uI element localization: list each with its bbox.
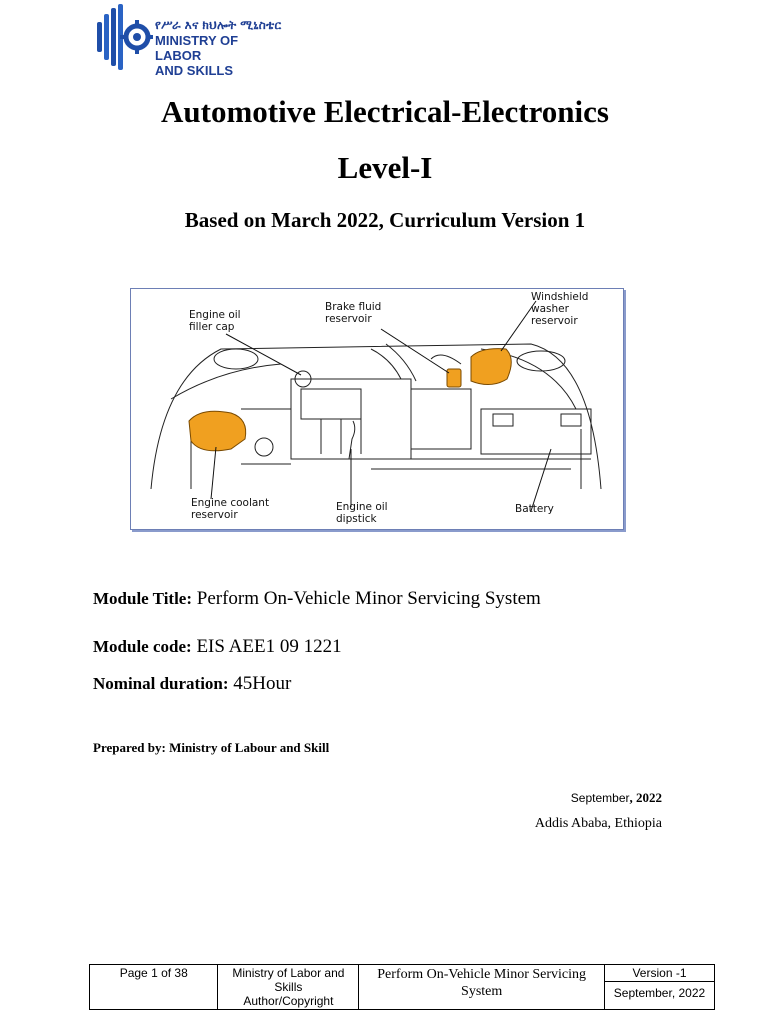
nominal-duration-label: Nominal duration:	[93, 674, 229, 693]
publication-year: , 2022	[629, 790, 662, 805]
nominal-duration-row	[93, 673, 291, 695]
logo-line-1: MINISTRY OF LABOR	[155, 33, 239, 63]
module-title-label: Module Title:	[93, 589, 193, 608]
document-title: Automotive Electrical-Electronics	[161, 94, 609, 129]
prepared-by: Prepared by: Ministry of Labour and Skill	[93, 740, 330, 755]
ministry-logo-icon	[95, 4, 153, 70]
callout-engine-oil-dipstick: Engine oil dipstick	[336, 501, 388, 525]
footer-page-number: Page 1 of 38	[90, 965, 218, 1010]
callout-engine-oil-filler-cap: Engine oil filler cap	[189, 309, 241, 333]
curriculum-subtitle: Based on March 2022, Curriculum Version 1	[184, 208, 586, 232]
nominal-duration-value: 45Hour	[233, 673, 292, 694]
logo-amharic-text: የሥራ እና ክህሎት ሚኒስቴር	[155, 18, 282, 32]
callout-battery: Battery	[515, 503, 554, 515]
callout-brake-fluid-reservoir: Brake fluid reservoir	[325, 301, 382, 325]
document-level: Level-I	[337, 150, 433, 185]
footer-version: Version -1	[605, 965, 714, 982]
ministry-logo	[95, 4, 285, 78]
publication-place: Addis Ababa, Ethiopia	[534, 816, 662, 831]
footer-module-name: Perform On-Vehicle Minor Servicing System	[359, 965, 605, 1010]
callout-windshield-washer-reservoir: Windshield washer reservoir	[531, 291, 589, 327]
footer-date: September, 2022	[613, 986, 706, 1000]
publication-month: September	[570, 791, 630, 805]
module-code-label: Module code:	[93, 637, 192, 656]
module-code-row	[93, 636, 342, 658]
logo-line-2: AND SKILLS	[155, 63, 233, 78]
publication-date	[571, 790, 662, 806]
footer-table	[89, 964, 715, 1010]
logo-wordmark	[155, 18, 285, 78]
engine-bay-figure	[130, 288, 624, 530]
footer-version-cell	[604, 965, 714, 1010]
footer-author: Ministry of Labor and Skills Author/Copyright	[218, 965, 359, 1010]
highlighted-reservoirs	[189, 349, 511, 451]
module-title-value: Perform On-Vehicle Minor Servicing System	[196, 588, 541, 609]
module-title-row	[93, 588, 541, 610]
module-code-value: EIS AEE1 09 1221	[196, 636, 342, 657]
callout-engine-coolant-reservoir: Engine coolant reservoir	[191, 497, 270, 521]
